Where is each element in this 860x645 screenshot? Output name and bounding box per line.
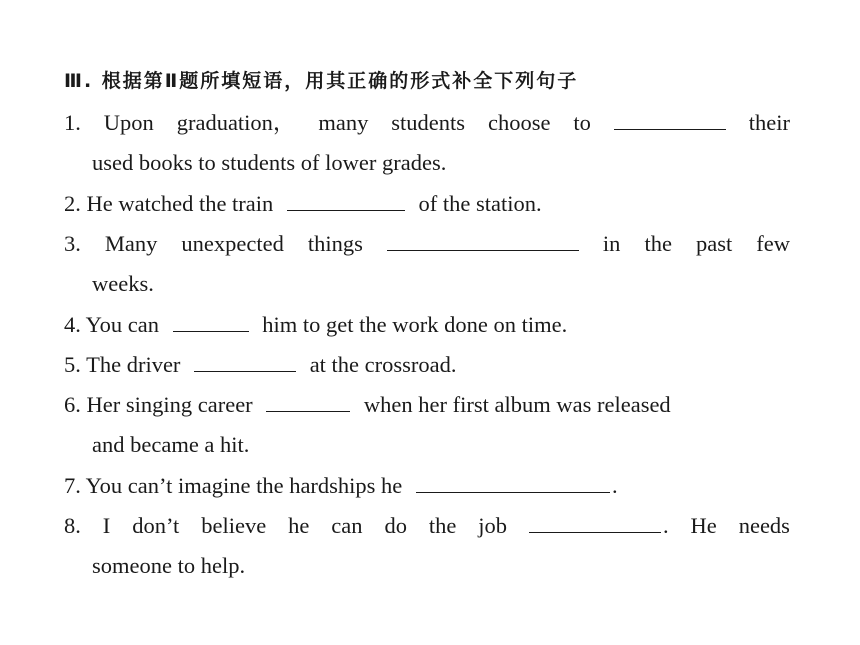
word: He [690,513,717,538]
item-6-line-2: and became a hit. [92,432,250,457]
word: can [331,513,363,538]
word: the [428,513,457,538]
item-2 [64,189,790,219]
word: in [602,231,621,256]
word: job [478,513,508,538]
item-number: 5. [64,352,81,377]
word: past [695,231,733,256]
word: students [391,110,466,135]
item-6-line-1 [64,390,790,420]
word: the [644,231,672,256]
sentence-before: Her singing career [86,392,253,417]
item-number: 1. [64,110,81,135]
word: to [573,110,591,135]
sentence-before: You can’t imagine the hardships he [85,473,403,498]
item-1-line-1 [64,108,790,138]
word: many [318,110,369,135]
item-number: 7. [64,473,81,498]
item-number: 8. [64,513,81,538]
word: . [662,513,669,538]
sentence-before: You can [85,312,160,337]
blank-with-period [529,511,669,541]
sentence-before: He watched the train [86,191,274,216]
answer-blank[interactable] [387,230,579,251]
item-8-line-2: someone to help. [92,553,246,578]
word: believe [201,513,267,538]
item-7 [64,471,790,501]
item-3-line-2: weeks. [92,271,154,296]
word: few [756,231,790,256]
item-5 [64,350,790,380]
item-number: 3. [64,231,81,256]
item-1-line-2: used books to students of lower grades. [92,150,447,175]
sentence-after: of the station. [418,191,542,216]
word: choose [487,110,551,135]
word: Many [104,231,158,256]
word: he [288,513,310,538]
item-number: 2. [64,191,81,216]
word: things [307,231,363,256]
answer-blank[interactable] [287,190,405,211]
word: Upon [103,110,154,135]
item-3-line-1 [64,229,790,259]
sentence-after: at the crossroad. [309,352,457,377]
sentence-after: when her first album was released [363,392,671,417]
word: their [748,110,790,135]
sentence-after: . [611,473,618,498]
answer-blank[interactable] [266,391,350,412]
answer-blank[interactable] [173,311,249,332]
item-number: 4. [64,312,81,337]
item-number: 6. [64,392,81,417]
sentence-before: The driver [86,352,181,377]
word: unexpected [181,231,284,256]
answer-blank[interactable] [194,351,296,372]
item-4 [64,310,790,340]
answer-blank[interactable] [529,512,661,533]
word: don’t [132,513,180,538]
item-8-line-1 [64,511,790,541]
answer-blank[interactable] [614,109,726,130]
word: I [102,513,111,538]
word: do [384,513,407,538]
word: graduation， [176,110,296,135]
section-heading: Ⅲ. 根据第Ⅱ题所填短语，用其正确的形式补全下列句子 [64,70,579,92]
answer-blank[interactable] [416,472,610,493]
sentence-after: him to get the work done on time. [262,312,568,337]
word: needs [738,513,790,538]
